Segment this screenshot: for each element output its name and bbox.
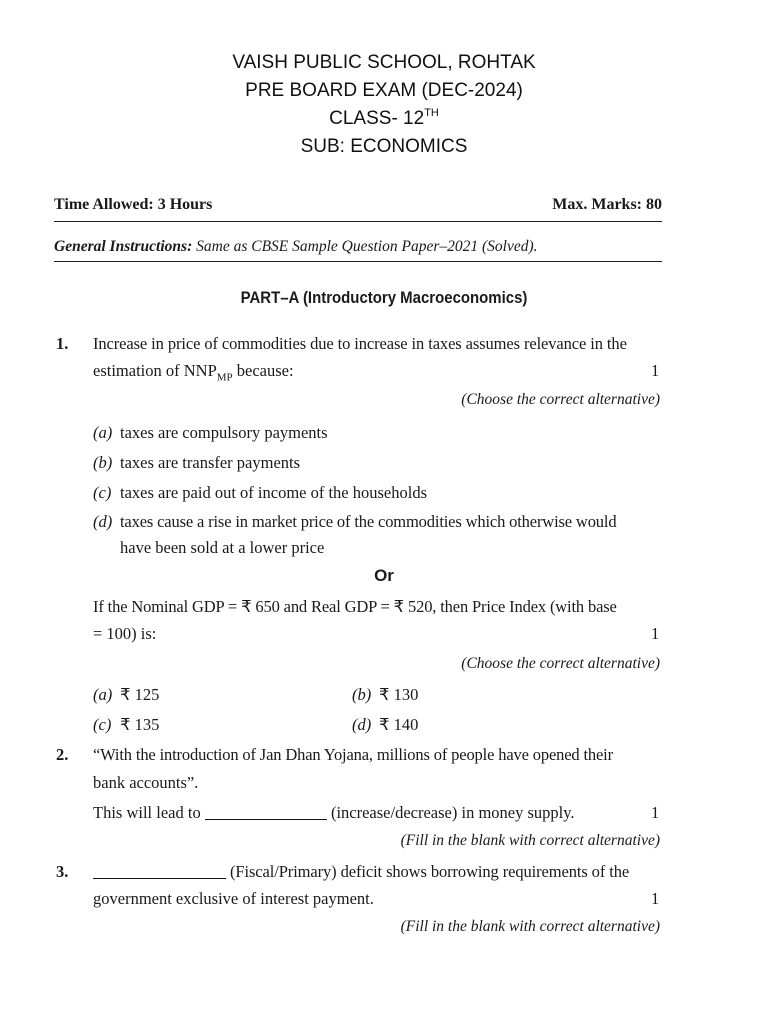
question-hint: (Fill in the blank with correct alternative) [400,918,660,935]
max-marks: Max. Marks: 80 [552,196,662,213]
question-text-part: because: [232,361,294,380]
class-line [0,104,768,134]
divider-rule [54,221,662,222]
part-title: PART–A (Introductory Macroeconomics) [240,288,528,307]
option-text: taxes are paid out of income of the households [120,483,427,502]
question-text: Increase in price of commodities due to increase in taxes assumes relevance in the [93,334,627,353]
question-text: = 100) is: [93,624,157,643]
exam-title: PRE BOARD EXAM (DEC-2024) [245,80,523,101]
question-text: government exclusive of interest payment. [93,889,374,908]
question-number: 1. [56,334,69,353]
option-text-continued: have been sold at a lower price [120,538,325,557]
divider-rule [54,261,662,262]
question-text: If the Nominal GDP = ₹ 650 and Real GDP = ₹ 520, then Price Index (with base [93,597,617,616]
general-instructions [54,238,662,256]
question-hint: (Choose the correct alternative) [461,655,660,672]
instructions-text: Same as CBSE Sample Question Paper–2021 (Solved). [192,238,538,255]
question-text-part: (Fiscal/Primary) deficit shows borrowing requirements of the [226,862,630,881]
instructions-label: General Instructions: [54,238,193,255]
time-allowed: Time Allowed: 3 Hours [54,196,213,213]
question-text-part: (increase/decrease) in money supply. [326,803,575,822]
question-text [93,361,294,383]
question-marks: 1 [651,624,660,643]
option-label: (a) [93,685,113,704]
class-text: CLASS- 12 [329,108,425,129]
question-text: bank accounts”. [93,773,199,792]
question-hint: (Choose the correct alternative) [461,391,660,408]
question-text-part: estimation of NNP [93,361,217,380]
question-marks: 1 [651,803,660,822]
question-marks: 1 [651,361,660,380]
option-label: (c) [93,715,112,734]
or-separator: Or [374,566,394,585]
option-text: taxes are compulsory payments [120,423,328,442]
option-label: (b) [352,685,372,704]
option-text: ₹ 140 [379,715,419,734]
school-name: VAISH PUBLIC SCHOOL, ROHTAK [232,52,536,73]
question-number: 2. [56,745,69,764]
question-text-part: This will lead to [93,803,205,822]
option-label: (d) [352,715,372,734]
option-text: ₹ 130 [379,685,419,704]
option-label: (d) [93,512,113,531]
option-label: (b) [93,453,113,472]
exam-meta-row [54,196,662,214]
question-text: “With the introduction of Jan Dhan Yojana, millions of people have opened their [93,745,613,764]
question-text [93,862,629,882]
question-text [93,803,575,823]
answer-blank[interactable] [93,878,226,879]
answer-blank[interactable] [205,819,327,820]
option-text: ₹ 135 [120,715,160,734]
question-number: 3. [56,862,69,881]
question-marks: 1 [651,889,660,908]
subject-line: SUB: ECONOMICS [300,136,468,157]
option-label: (c) [93,483,112,502]
option-label: (a) [93,423,113,442]
class-superscript: TH [424,107,439,119]
option-text: taxes are transfer payments [120,453,301,472]
option-text: taxes cause a rise in market price of the commodities which otherwise would [120,512,617,531]
subscript: MP [216,371,233,384]
option-text: ₹ 125 [120,685,160,704]
question-hint: (Fill in the blank with correct alternative) [400,832,660,849]
